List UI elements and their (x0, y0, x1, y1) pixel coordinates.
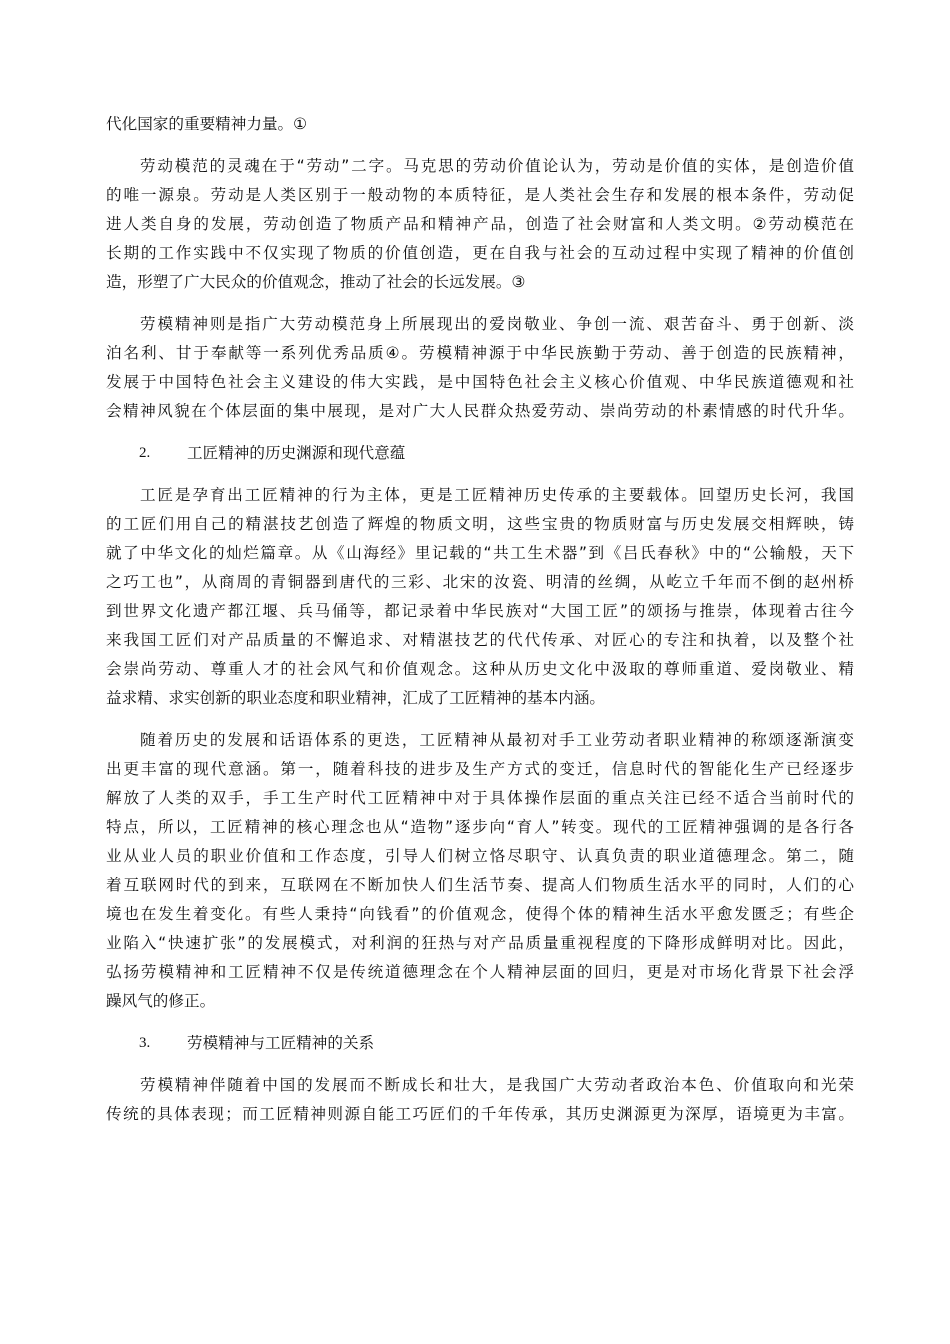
text-line: 弘扬劳模精神和工匠精神不仅是传统道德理念在个人精神层面的回归，更是对市场化背景下社会浮 (106, 963, 854, 981)
text-line: 的唯一源泉。劳动是人类区别于一般动物的本质特征，是人类社会生存和发展的根本条件，劳动促 (106, 186, 854, 204)
text-line: 业从业人员的职业价值和工作态度，引导人们树立恪尽职守、认真负责的职业道德理念。第二，随 (106, 847, 854, 865)
text-line: 躁风气的修正。 (106, 992, 216, 1010)
section-number: 3. (139, 1035, 151, 1051)
paragraph-relationship (106, 1071, 854, 1129)
text-line: 就了中华文化的灿烂篇章。从《山海经》里记载的“共工生术器”到《吕氏春秋》中的“公输般，天下 (106, 544, 854, 562)
document-page (106, 110, 854, 1142)
paragraph-labor-model-soul (106, 152, 854, 297)
text-line: 来我国工匠们对产品质量的不懈追求、对精湛技艺的代代传承、对匠心的专注和执着，以及整个社 (106, 631, 854, 649)
section-heading-3 (106, 1029, 854, 1058)
text-line: 发展于中国特色社会主义建设的伟大实践，是中国特色社会主义核心价值观、中华民族道德观和社 (106, 373, 854, 391)
text-line: 泊名利、甘于奉献等一系列优秀品质④。劳模精神源于中华民族勤于劳动、善于创造的民族精神， (106, 344, 854, 362)
paragraph-craftsman-history (106, 481, 854, 713)
text-line: 出更丰富的现代意涵。第一，随着科技的进步及生产方式的变迁，信息时代的智能化生产已经逐步 (106, 760, 854, 778)
text-line: 的工匠们用自己的精湛技艺创造了辉煌的物质文明，这些宝贵的物质财富与历史发展交相辉映，铸 (106, 515, 854, 533)
paragraph-craftsman-modern (106, 726, 854, 1016)
text-line: 着互联网时代的到来，互联网在不断加快人们生活节奏、提高人们物质生活水平的同时，人们的心 (106, 876, 854, 894)
text-line: 境也在发生着变化。有些人秉持“向钱看”的价值观念，使得个体的精神生活水平愈发匮乏；有些企 (106, 905, 854, 923)
text-line: 之巧工也”，从商周的青铜器到唐代的三彩、北宋的汝瓷、明清的丝绸，从屹立千年而不倒的赵州桥 (106, 573, 854, 591)
text-line: 益求精、求实创新的职业态度和职业精神，汇成了工匠精神的基本内涵。 (106, 689, 606, 707)
text-line: 会崇尚劳动、尊重人才的社会风气和价值观念。这种从历史文化中汲取的尊师重道、爱岗敬业、精 (106, 660, 854, 678)
section-number: 2. (139, 445, 151, 461)
text-line: 造，形塑了广大民众的价值观念，推动了社会的长远发展。③ (106, 273, 526, 291)
text-line: 传统的具体表现；而工匠精神则源自能工巧匠们的千年传承，其历史渊源更为深厚，语境更为丰富。 (106, 1105, 854, 1123)
text-line: 会精神风貌在个体层面的集中展现，是对广大人民群众热爱劳动、崇尚劳动的朴素情感的时代升华。 (106, 402, 854, 420)
text-line: 业陷入“快速扩张”的发展模式，对利润的狂热与对产品质量重视程度的下降形成鲜明对比。因此， (106, 934, 854, 952)
paragraph-continuation (106, 110, 854, 139)
text-line: 劳模精神伴随着中国的发展而不断成长和壮大，是我国广大劳动者政治本色、价值取向和光荣 (140, 1076, 854, 1094)
section-title: 工匠精神的历史渊源和现代意蕴 (187, 444, 406, 462)
text-line: 代化国家的重要精神力量。① (106, 115, 308, 133)
section-heading-2 (106, 439, 854, 468)
text-line: 随着历史的发展和话语体系的更迭，工匠精神从最初对手工业劳动者职业精神的称颂逐渐演变 (140, 731, 854, 749)
text-line: 长期的工作实践中不仅实现了物质的价值创造，更在自我与社会的互动过程中实现了精神的价值创 (106, 244, 854, 262)
text-line: 劳模精神则是指广大劳动模范身上所展现出的爱岗敬业、争创一流、艰苦奋斗、勇于创新、淡 (140, 315, 854, 333)
paragraph-labor-model-spirit (106, 310, 854, 426)
text-line: 工匠是孕育出工匠精神的行为主体，更是工匠精神历史传承的主要载体。回望历史长河，我国 (140, 486, 854, 504)
text-line: 解放了人类的双手，手工生产时代工匠精神中对于具体操作层面的重点关注已经不适合当前时代的 (106, 789, 854, 807)
section-title: 劳模精神与工匠精神的关系 (187, 1034, 375, 1052)
text-line: 进人类自身的发展，劳动创造了物质产品和精神产品，创造了社会财富和人类文明。②劳动模范在 (106, 215, 854, 233)
text-line: 到世界文化遗产都江堰、兵马俑等，都记录着中华民族对“大国工匠”的颂扬与推崇，体现着古往今 (106, 602, 854, 620)
text-line: 劳动模范的灵魂在于“劳动”二字。马克思的劳动价值论认为，劳动是价值的实体，是创造价值 (140, 157, 854, 175)
text-line: 特点，所以，工匠精神的核心理念也从“造物”逐步向“育人”转变。现代的工匠精神强调的是各行各 (106, 818, 854, 836)
